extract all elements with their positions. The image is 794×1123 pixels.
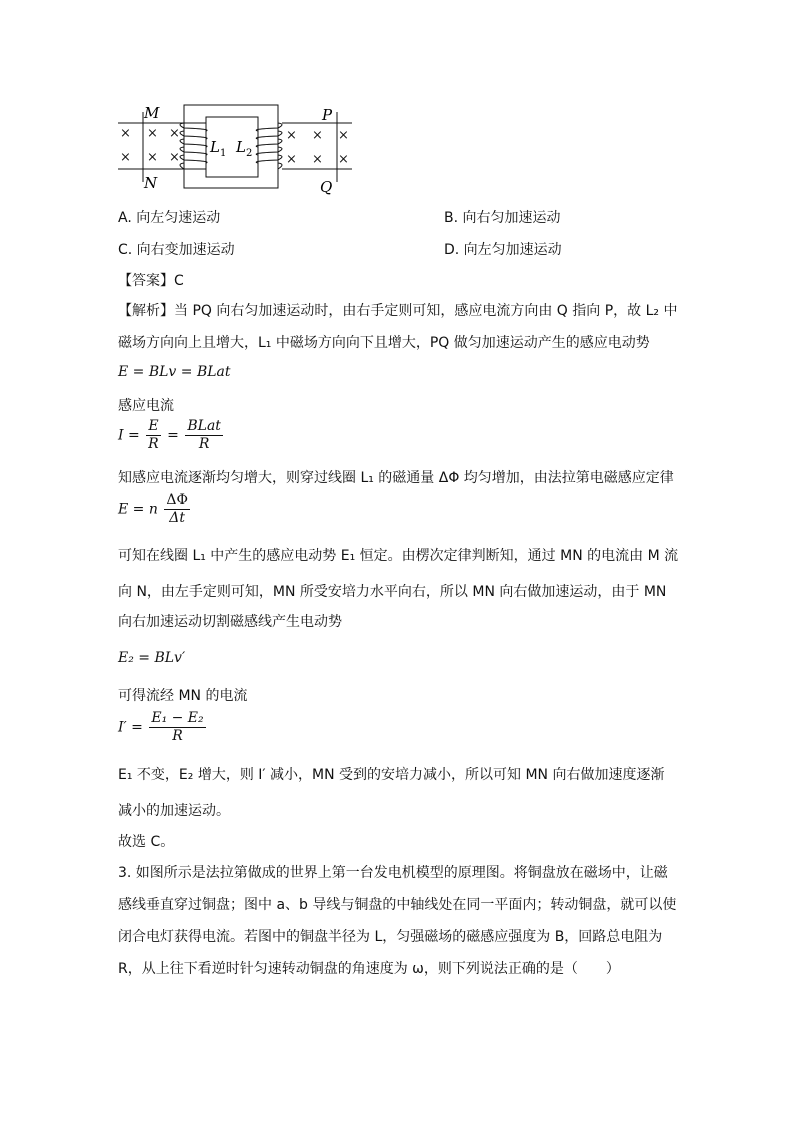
option-A[interactable]: A. 向左匀速运动	[118, 210, 221, 226]
equation-2: I = $\frac{E}{R}$ = $\frac{\text{BLat}}{R}$	[118, 418, 221, 452]
svg-text:×: ×	[147, 150, 158, 165]
question-3-line-4: R，从上往下看逆时针匀速转动铜盘的角速度为 ω，则下列说法正确的是（ ）	[118, 961, 620, 977]
magnetic-field-crosses-right	[286, 128, 349, 167]
label-P: P	[322, 106, 333, 124]
label-L1: $L_1$	[210, 138, 227, 159]
svg-text:×: ×	[338, 128, 349, 143]
circuit-figure	[114, 100, 364, 195]
question-3-line-3: 闭合电灯获得电流。若图中的铜盘半径为 L，匀强磁场的磁感应强度为 B，回路总电阻为	[118, 929, 663, 945]
analysis-line-7: 向右加速运动切割磁感线产生电动势	[118, 614, 342, 630]
svg-text:×: ×	[120, 126, 131, 141]
svg-text:×: ×	[338, 152, 349, 167]
svg-text:×: ×	[147, 126, 158, 141]
label-N: N	[144, 174, 158, 192]
analysis-line-4: 知感应电流逐渐均匀增大，则穿过线圈 L₁ 的磁通量 ΔΦ 均匀增加，由法拉第电磁感应定律	[118, 470, 674, 486]
svg-text:×: ×	[312, 152, 323, 167]
analysis-line-10: 减小的加速运动。	[118, 803, 230, 819]
analysis-line-6: 向 N，由左手定则可知，MN 所受安培力水平向右，所以 MN 向右做加速运动，由于 MN	[118, 584, 667, 600]
conclusion-line: 故选 C。	[118, 834, 175, 850]
analysis-line-1: 【解析】当 PQ 向右匀加速运动时，由右手定则可知，感应电流方向由 Q 指向 P，故 L₂ 中	[118, 303, 678, 319]
equation-1: E = BLv = BLat	[118, 364, 231, 380]
equation-4: E₂ = BLv′	[118, 650, 186, 666]
analysis-line-5: 可知在线圈 L₁ 中产生的感应电动势 E₁ 恒定。由楞次定律判断知，通过 MN 的电流由 M 流	[118, 548, 679, 564]
analysis-line-8: 可得流经 MN 的电流	[118, 688, 248, 704]
magnetic-field-crosses-left	[120, 126, 180, 165]
svg-text:×: ×	[169, 150, 180, 165]
analysis-line-2: 磁场方向向上且增大，L₁ 中磁场方向向下且增大，PQ 做匀加速运动产生的感应电动势	[118, 335, 650, 351]
svg-text:×: ×	[286, 152, 297, 167]
analysis-line-3: 感应电流	[118, 398, 174, 414]
label-M: M	[144, 104, 160, 122]
svg-text:×: ×	[312, 128, 323, 143]
label-L2: $L_2$	[236, 138, 253, 159]
answer-line: 【答案】C	[118, 273, 184, 289]
svg-text:×: ×	[169, 126, 180, 141]
question-3-line-1: 3. 如图所示是法拉第做成的世界上第一台发电机模型的原理图。将铜盘放在磁场中，让磁	[118, 865, 668, 881]
label-Q: Q	[320, 178, 333, 195]
equation-5: I′ = $\frac{\text{E₁ − E₂}}{R}$	[118, 710, 204, 744]
option-B[interactable]: B. 向右匀加速运动	[444, 210, 561, 226]
analysis-line-9: E₁ 不变，E₂ 增大，则 I′ 减小，MN 受到的安培力减小，所以可知 MN 向右做加速度逐渐	[118, 767, 665, 783]
svg-text:×: ×	[120, 150, 131, 165]
option-C[interactable]: C. 向右变加速运动	[118, 242, 235, 258]
equation-3: E = n $\frac{\Delta\Phi}{\Delta t}$	[118, 492, 188, 526]
option-D[interactable]: D. 向左匀加速运动	[444, 242, 562, 258]
svg-text:×: ×	[286, 128, 297, 143]
question-3-line-2: 感线垂直穿过铜盘；图中 a、b 导线与铜盘的中轴线处在同一平面内；转动铜盘，就可以使	[118, 897, 677, 913]
